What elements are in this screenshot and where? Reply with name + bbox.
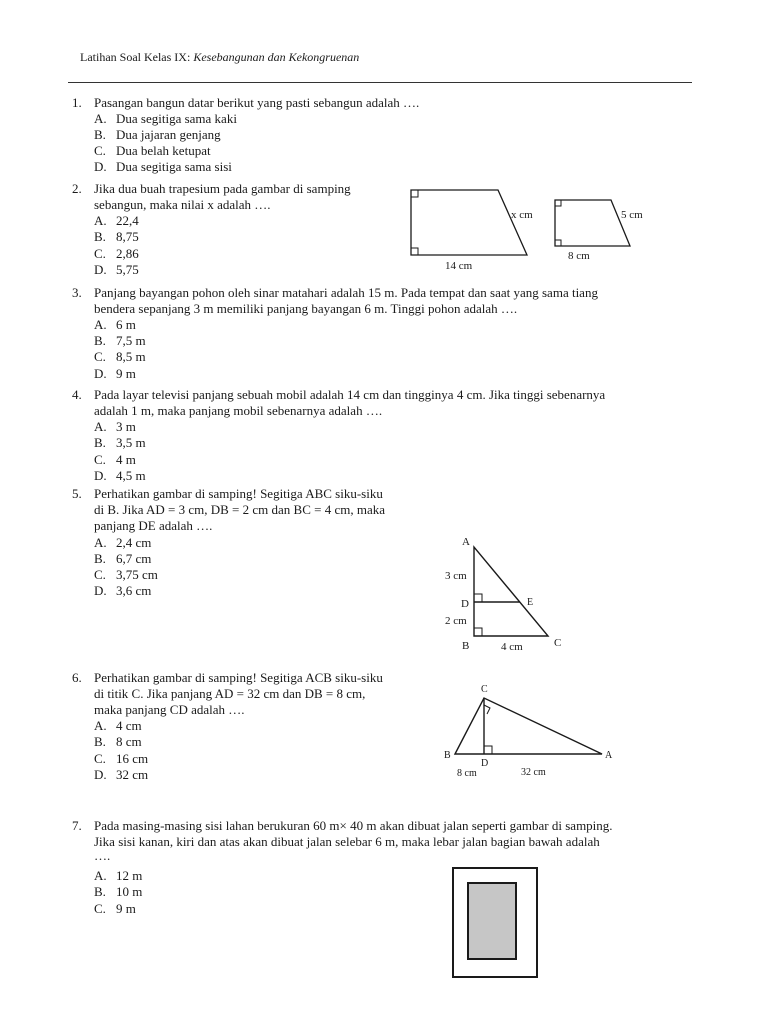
option-text: 9 m — [116, 901, 136, 916]
question-number: 6. — [72, 670, 82, 685]
label-db-2-cm: 2 cm — [445, 615, 467, 627]
option-text: 4 cm — [116, 718, 142, 733]
option-text: 7,5 m — [116, 333, 146, 348]
question-text: di B. Jika AD = 3 cm, DB = 2 cm dan BC = 4 cm, maka — [94, 502, 385, 517]
option-label: C. — [94, 349, 106, 364]
vertex-d-label: D — [481, 758, 489, 769]
question-text: Panjang bayangan pohon oleh sinar matahari adalah 15 m. Pada tempat dan saat yang sama tiang — [94, 285, 598, 300]
option-text: 5,75 — [116, 262, 139, 277]
question-text: panjang DE adalah …. — [94, 518, 213, 533]
question-number: 3. — [72, 285, 82, 300]
option-label: A. — [94, 419, 107, 434]
option-text: 3,6 cm — [116, 583, 152, 598]
question-text: Pasangan bangun datar berikut yang pasti sebangun adalah …. — [94, 95, 420, 110]
option-text: 3,5 m — [116, 435, 146, 450]
trapezoid-figure — [400, 185, 660, 275]
option-text: 8,75 — [116, 229, 139, 244]
label-ad-32-cm: 32 cm — [521, 767, 546, 778]
option-label: C. — [94, 751, 106, 766]
option-label: A. — [94, 317, 107, 332]
option-label: B. — [94, 551, 106, 566]
option-label: D. — [94, 366, 107, 381]
question-text: di titik C. Jika panjang AD = 32 cm dan DB = 8 cm, — [94, 686, 366, 701]
option-text: 8 cm — [116, 734, 142, 749]
option-label: C. — [94, 246, 106, 261]
small-trapezoid — [555, 200, 643, 262]
option-text: 4 m — [116, 452, 136, 467]
question-number: 1. — [72, 95, 82, 110]
vertex-c-label: C — [481, 684, 488, 695]
header-prefix: Latihan Soal Kelas IX: — [80, 50, 194, 64]
option-label: A. — [94, 868, 107, 883]
vertex-b-label: B — [444, 750, 451, 761]
label-bc-4-cm: 4 cm — [501, 641, 523, 653]
option-text: 9 m — [116, 366, 136, 381]
question-text: Pada layar televisi panjang sebuah mobil adalah 14 cm dan tingginya 4 cm. Jika tinggi sebenarnya — [94, 387, 606, 402]
option-text: 3,75 cm — [116, 567, 158, 582]
question-text: bendera sepanjang 3 m memiliki panjang bayangan 6 m. Tinggi pohon adalah …. — [94, 301, 518, 316]
option-label: D. — [94, 583, 107, 598]
option-label: D. — [94, 262, 107, 277]
option-text: 10 m — [116, 884, 143, 899]
question-text: Pada masing-masing sisi lahan berukuran 60 m× 40 m akan dibuat jalan seperti gambar di samping. — [94, 818, 613, 833]
option-label: A. — [94, 111, 107, 126]
label-db-8-cm: 8 cm — [457, 768, 477, 779]
option-label: B. — [94, 127, 106, 142]
label-ad-3-cm: 3 cm — [445, 570, 467, 582]
option-label: C. — [94, 452, 106, 467]
label-14-cm: 14 cm — [445, 260, 473, 272]
question-text: Jika sisi kanan, kiri dan atas akan dibuat jalan selebar 6 m, maka lebar jalan bagian bawah adalah — [94, 834, 600, 849]
question-number: 5. — [72, 486, 82, 501]
option-label: D. — [94, 468, 107, 483]
question-number: 2. — [72, 181, 82, 196]
vertex-d-label: D — [461, 598, 469, 610]
option-label: A. — [94, 213, 107, 228]
vertex-c-label: C — [554, 637, 562, 649]
option-text: 2,86 — [116, 246, 139, 261]
option-label: A. — [94, 718, 107, 733]
vertex-a-label: A — [605, 750, 613, 761]
question-number: 7. — [72, 818, 82, 833]
option-label: C. — [94, 901, 106, 916]
option-text: 6,7 cm — [116, 551, 152, 566]
question-text: …. — [94, 848, 111, 863]
option-label: C. — [94, 143, 106, 158]
option-label: D. — [94, 159, 107, 174]
option-text: 8,5 m — [116, 349, 146, 364]
option-label: D. — [94, 767, 107, 782]
vertex-e-label: E — [527, 597, 534, 608]
land-road-figure — [450, 865, 540, 980]
large-trapezoid — [411, 190, 533, 272]
option-text: 16 cm — [116, 751, 149, 766]
option-text: 3 m — [116, 419, 136, 434]
option-label: B. — [94, 734, 106, 749]
option-text: 6 m — [116, 317, 136, 332]
option-text: Dua belah ketupat — [116, 143, 211, 158]
page-header — [80, 50, 359, 65]
option-label: B. — [94, 229, 106, 244]
vertex-a-label: A — [462, 536, 470, 548]
option-label: A. — [94, 535, 107, 550]
triangle-acb-figure — [440, 680, 620, 780]
option-text: 22,4 — [116, 213, 139, 228]
question-number: 4. — [72, 387, 82, 402]
question-text: adalah 1 m, maka panjang mobil sebenarnya adalah …. — [94, 403, 383, 418]
question-text: Perhatikan gambar di samping! Segitiga ACB siku-siku — [94, 670, 383, 685]
label-x-cm: x cm — [511, 209, 533, 221]
option-text: Dua segitiga sama sisi — [116, 159, 232, 174]
option-text: 4,5 m — [116, 468, 146, 483]
option-label: B. — [94, 435, 106, 450]
option-label: C. — [94, 567, 106, 582]
option-text: Dua segitiga sama kaki — [116, 111, 237, 126]
question-text: Perhatikan gambar di samping! Segitiga ABC siku-siku — [94, 486, 383, 501]
label-5-cm: 5 cm — [621, 209, 643, 221]
option-text: 12 m — [116, 868, 143, 883]
label-8-cm: 8 cm — [568, 250, 590, 262]
option-label: B. — [94, 333, 106, 348]
option-text: 32 cm — [116, 767, 149, 782]
header-divider — [68, 82, 692, 83]
question-text: sebangun, maka nilai x adalah …. — [94, 197, 271, 212]
question-text: Jika dua buah trapesium pada gambar di samping — [94, 181, 351, 196]
option-text: 2,4 cm — [116, 535, 152, 550]
option-label: B. — [94, 884, 106, 899]
option-text: Dua jajaran genjang — [116, 127, 221, 142]
question-text: maka panjang CD adalah …. — [94, 702, 245, 717]
header-subject: Kesebangunan dan Kekongruenan — [193, 50, 360, 64]
triangle-abc-figure — [440, 530, 570, 655]
vertex-b-label: B — [462, 640, 470, 652]
